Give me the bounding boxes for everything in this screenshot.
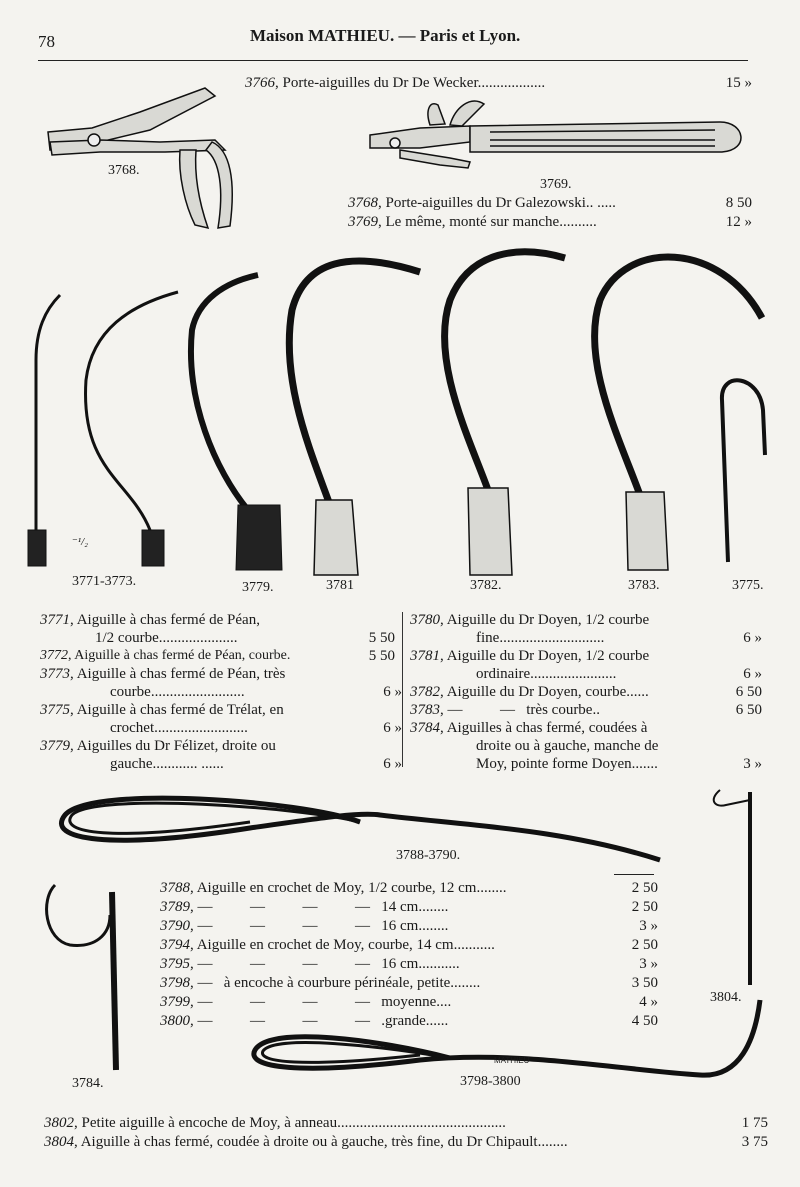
price-rule [614, 874, 654, 875]
engraving-text: MATHIEU [494, 1056, 530, 1065]
item-number: 3804 [44, 1134, 74, 1150]
item-description: Aiguille du Dr Doyen, courbe [446, 684, 627, 700]
page-title: Maison MATHIEU. — Paris et Lyon. [250, 26, 521, 45]
item-description: Porte-aiguilles du Dr De Wecker [282, 75, 478, 91]
item-description: — — — — 16 cm [197, 918, 419, 934]
item-number: 3775 [40, 702, 70, 718]
item-price: 6 » [383, 720, 402, 736]
item-description: Aiguilles à chas fermé, coudées à [446, 720, 648, 736]
item-price: 2 50 [631, 899, 658, 915]
item-number: 3779 [40, 738, 70, 754]
catalog-item-3782: 3782, Aiguille du Dr Doyen, courbe...... [410, 684, 649, 700]
item-description: Aiguille du Dr Doyen, 1/2 courbe [446, 648, 650, 664]
needle-caption: 3771-3773. [72, 574, 137, 589]
item-price: 3 » [639, 918, 658, 934]
item-number: 3773 [40, 666, 70, 682]
item-price: 8 50 [725, 195, 752, 211]
needle-3772-illustration [86, 292, 178, 566]
item-number: 3790 [160, 918, 190, 934]
item-number: 3802 [44, 1115, 74, 1131]
needle-3775-illustration [722, 380, 765, 562]
item-description-cont: fine............................ [476, 630, 605, 646]
item-price: 3 75 [741, 1134, 768, 1150]
needle-3771-illustration [28, 295, 60, 566]
item-price: 5 50 [368, 648, 395, 664]
item-number: 3782 [410, 684, 440, 700]
item-price: 3 50 [631, 975, 658, 991]
item-description: Porte-aiguilles du Dr Galezowski [385, 195, 586, 211]
item-description: — — très courbe.. [447, 702, 600, 718]
needle-3782-illustration [445, 252, 565, 575]
item-number: 3772 [40, 648, 68, 663]
item-description: Moy, pointe forme Doyen [476, 756, 632, 772]
catalog-item-3775: 3775, Aiguille à chas fermé de Trélat, en [40, 702, 284, 718]
item-number: 3789 [160, 899, 190, 915]
catalog-item-3771: 3771, Aiguille à chas fermé de Péan, [40, 612, 260, 628]
needle-caption: 3782. [470, 578, 502, 593]
item-number: 3784 [410, 720, 440, 736]
item-price: 1 75 [741, 1115, 768, 1131]
item-description-cont: gauche............ ...... [110, 756, 224, 772]
moy-needle-3788-illustration [61, 798, 660, 860]
item-price: 6 50 [735, 684, 762, 700]
needle-caption: 3779. [242, 580, 274, 595]
item-description: — — — — .grande...... [197, 1013, 449, 1029]
needle-holder-3769-illustration [370, 101, 741, 168]
item-number: 3783 [410, 702, 440, 718]
item-description-cont: ordinaire....................... [476, 666, 617, 682]
catalog-item-3769: 3769, Le même, monté sur manche.......... [348, 214, 597, 230]
svg-text:⁻¹/₂: ⁻¹/₂ [72, 536, 88, 548]
catalog-item-3789: 3789, — — — — 14 cm........ [160, 899, 449, 915]
catalog-item-3790: 3790, — — — — 16 cm........ [160, 918, 449, 934]
item-description: gauche [110, 756, 153, 772]
item-description-cont [476, 738, 658, 755]
catalog-item-3766: 3766, Porte-aiguilles du Dr De Wecker.................. [245, 75, 546, 91]
item-number: 3799 [160, 994, 190, 1010]
caption-3784: 3784. [72, 1076, 104, 1091]
needle-3804-illustration [714, 790, 750, 985]
item-price: 3 » [743, 756, 762, 772]
item-price: 2 50 [631, 937, 658, 953]
item-number: 3795 [160, 956, 190, 972]
catalog-item-3784: 3784, Aiguilles à chas fermé, coudées à [410, 720, 648, 736]
catalog-item-3802: 3802, Petite aiguille à encoche de Moy, à anneau............................................. [44, 1115, 506, 1131]
catalog-item-3779: 3779, Aiguilles du Dr Félizet, droite ou [40, 738, 276, 754]
caption-3804: 3804. [710, 990, 742, 1005]
item-number: 3768 [348, 195, 378, 211]
item-price: 4 50 [631, 1013, 658, 1029]
item-number: 3798 [160, 975, 190, 991]
item-price: 12 » [725, 214, 752, 230]
catalog-item-3804: 3804, Aiguille à chas fermé, coudée à droite ou à gauche, très fine, du Dr Chipault........ [44, 1134, 568, 1150]
item-description: — — — — moyenne.... [197, 994, 452, 1010]
catalog-item-3788: 3788, Aiguille en crochet de Moy, 1/2 courbe, 12 cm........ [160, 880, 507, 896]
caption-3798: 3798-3800 [460, 1074, 521, 1089]
item-number: 3769 [348, 214, 378, 230]
item-description: Aiguille du Dr Doyen, 1/2 courbe [446, 612, 650, 628]
item-price: 5 50 [368, 630, 395, 646]
item-description-cont: Moy, pointe forme Doyen....... [476, 756, 658, 772]
catalog-item-3798: 3798, — à encoche à courbure périnéale, petite........ [160, 975, 481, 991]
item-description: — — — — 16 cm [197, 956, 419, 972]
item-number: 3800 [160, 1013, 190, 1029]
catalog-item-3772: 3772, Aiguille à chas fermé de Péan, courbe. [40, 648, 291, 663]
needle-3783-illustration [595, 257, 762, 570]
item-description: Petite aiguille à encoche de Moy, à anneau [81, 1115, 338, 1131]
item-price: 3 » [639, 956, 658, 972]
needle-caption: 3781 [326, 578, 354, 593]
catalog-item-3768: 3768, Porte-aiguilles du Dr Galezowski.. ..... [348, 195, 616, 211]
item-price: 2 50 [631, 880, 658, 896]
item-description: ordinaire [476, 666, 531, 682]
item-description: droite ou à gauche, manche de [476, 738, 659, 754]
caption-3768: 3768. [108, 163, 140, 178]
item-description-cont: 1/2 courbe..................... [95, 630, 238, 646]
item-price: 6 » [743, 630, 762, 646]
item-description: Aiguille à chas fermé de Péan, [76, 612, 260, 628]
item-number: 3780 [410, 612, 440, 628]
item-description-cont: crochet......................... [110, 720, 248, 736]
item-number: 3771 [40, 612, 70, 628]
catalog-item-3783: 3783, — — très courbe.. [410, 702, 600, 718]
item-description: Aiguille en crochet de Moy, courbe, 14 cm [196, 937, 454, 953]
item-number: 3788 [160, 880, 190, 896]
caption-3769: 3769. [540, 177, 572, 192]
catalog-item-3773: 3773, Aiguille à chas fermé de Péan, très [40, 666, 286, 682]
catalog-item-3800: 3800, — — — — .grande...... [160, 1013, 449, 1029]
catalog-item-3795: 3795, — — — — 16 cm........... [160, 956, 460, 972]
caption-3788: 3788-3790. [396, 848, 461, 863]
item-description: Aiguille à chas fermé, coudée à droite ou à gauche, très fine, du Dr Chipault [80, 1134, 538, 1150]
item-number: 3766 [245, 75, 275, 91]
needle-3784-illustration [47, 885, 116, 1070]
needle-3779-illustration [191, 275, 282, 570]
item-price: 6 » [383, 756, 402, 772]
item-price: 6 » [383, 684, 402, 700]
item-price: 15 » [725, 75, 752, 91]
item-description: 1/2 courbe [95, 630, 159, 646]
item-description: courbe [110, 684, 151, 700]
item-description: Aiguille à chas fermé de Péan, courbe. [74, 648, 291, 663]
item-description: — — — — 14 cm [197, 899, 419, 915]
catalog-item-3781: 3781, Aiguille du Dr Doyen, 1/2 courbe [410, 648, 650, 664]
item-description: crochet [110, 720, 155, 736]
item-price: 6 50 [735, 702, 762, 718]
item-description: Le même, monté sur manche [385, 214, 560, 230]
item-price: 6 » [743, 666, 762, 682]
item-description: fine [476, 630, 500, 646]
item-number: 3781 [410, 648, 440, 664]
item-description: Aiguille à chas fermé de Péan, très [76, 666, 286, 682]
column-divider [402, 612, 403, 767]
catalog-item-3799: 3799, — — — — moyenne.... [160, 994, 452, 1010]
item-description: Aiguille en crochet de Moy, 1/2 courbe, 12 cm [196, 880, 477, 896]
header-rule [38, 60, 748, 61]
item-description: Aiguilles du Dr Félizet, droite ou [76, 738, 276, 754]
needle-3781-illustration [289, 261, 420, 575]
item-description: — à encoche à courbure périnéale, petite [197, 975, 451, 991]
item-number: 3794 [160, 937, 190, 953]
item-description: Aiguille à chas fermé de Trélat, en [76, 702, 284, 718]
page-number: 78 [38, 32, 55, 51]
catalog-item-3794: 3794, Aiguille en crochet de Moy, courbe, 14 cm........... [160, 937, 495, 953]
catalog-item-3780: 3780, Aiguille du Dr Doyen, 1/2 courbe [410, 612, 650, 628]
item-description-cont: courbe......................... [110, 684, 245, 700]
needle-holder-3768-illustration [48, 88, 232, 228]
needle-caption: 3783. [628, 578, 660, 593]
item-price: 4 » [639, 994, 658, 1010]
needle-caption: 3775. [732, 578, 764, 593]
